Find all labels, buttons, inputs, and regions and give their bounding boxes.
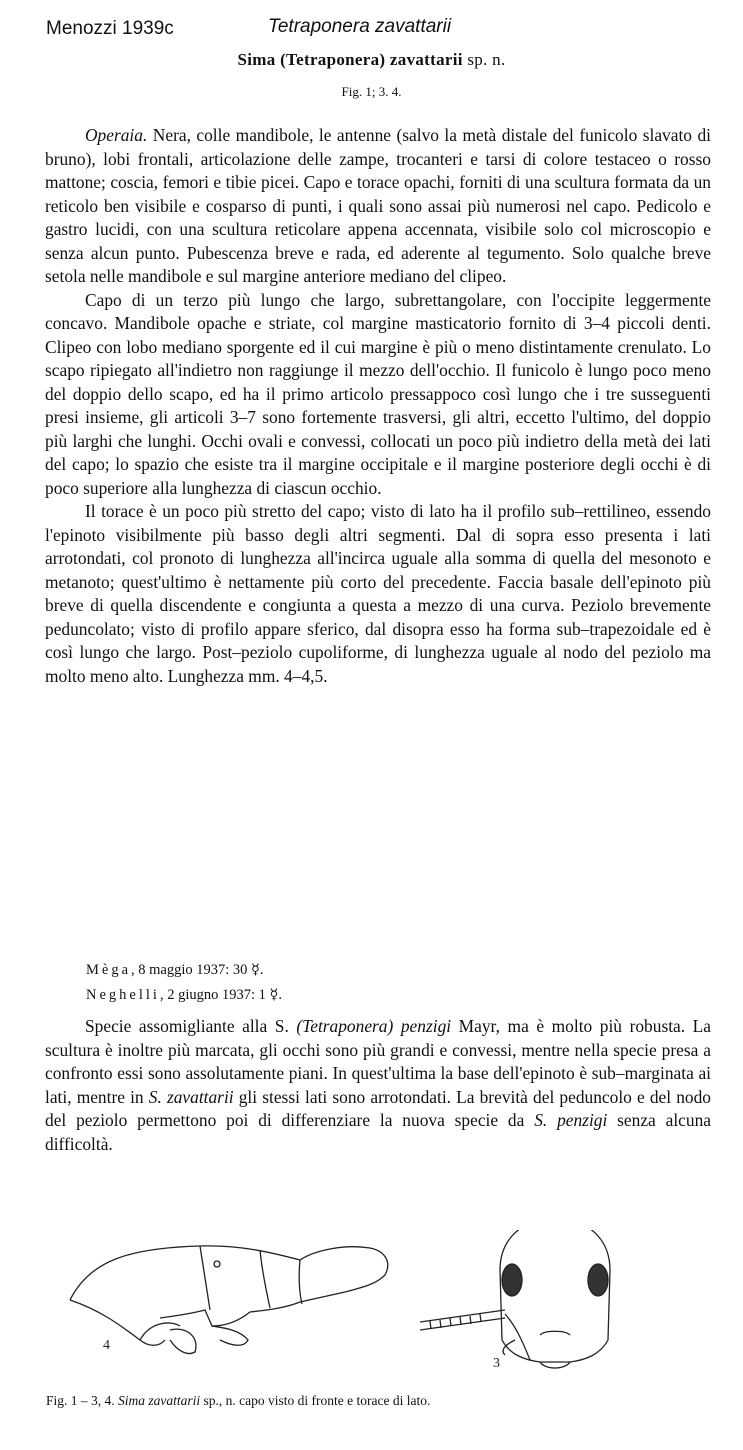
remarks-part: Specie assomigliante alla S. (85, 1016, 297, 1036)
paragraph-1 (45, 124, 711, 289)
title-subgenus: (Tetraponera) (280, 50, 386, 69)
caption-suffix: sp., n. capo visto di fronte e torace di lato. (200, 1393, 431, 1408)
caste-label: Operaia. (85, 125, 148, 145)
header-taxon: Tetraponera zavattarii (268, 16, 452, 37)
remarks-part: senza alcuna difficoltà. (45, 1110, 711, 1154)
locality-place: Neghelli (86, 987, 160, 1003)
header-citation: Menozzi 1939c (46, 18, 174, 39)
paragraph-1-text: Nera, colle mandibole, le antenne (salvo la metà distale del funicolo slavato di bruno), lobi frontali, articolazione delle zampe, trocanteri e tarsi di colore testaceo o rosso mattone; coscia, femori e tibie picei. Capo e torace opachi, forniti di una scultura formata da un reticolo ben visibile e cosparso di punti, i quali sono assai più numerosi nel capo. Pedicolo e gastro lucidi, con una scultura reticolare appena accennata, visibile solo col microscopio e senza alcun punto. Pubescenza breve e rada, ed aderente al tegumento. Solo qualche breve setola nelle mandibole e sul margine anteriore mediano del clipeo. (45, 125, 711, 286)
remarks-italic: S. penzigi (534, 1110, 608, 1130)
remarks-italic: (Tetraponera) penzigi (296, 1016, 452, 1036)
figure-caption (46, 1393, 430, 1409)
figure-4-label: 4 (103, 1338, 110, 1353)
paragraph-2: Capo di un terzo più lungo che largo, subrettangolare, con l'occipite leggermente concavo. Mandibole opache e striate, col margine masticatorio fornito di 3–4 piccoli denti. Clipeo con lobo mediano sporgente ed il cui margine è più o meno distintamente crenulato. Lo scapo ripiegato all'indietro non raggiunge il mezzo dell'occhio. Il funicolo è lungo poco meno del doppio dello scapo, ed ha il primo articolo pressappoco così lungo che i tre susseguenti presi insieme, gli articoli 3–7 sono fortemente trasversi, gli altri, eccetto l'ultimo, del doppio più larghi che lunghi. Occhi ovali e convessi, collocati un poco più indietro della metà dei lati del capo; lo spazio che esiste tra il margine occipitale e il margine posteriore degli occhi è di poco superiore alla lunghezza di ciascun occhio. (45, 289, 711, 498)
remarks-part: gli stessi lati sono arrotondati. La brevità del peduncolo e del nodo del peziolo permettono poi di differenziare la nuova specie da (45, 1086, 711, 1130)
remarks-text (45, 1015, 711, 1156)
description-text (45, 124, 711, 688)
remarks-paragraph (45, 1015, 711, 1156)
material-examined (86, 958, 282, 1008)
paragraph-3: Il torace è un poco più stretto del capo; visto di lato ha il profilo sub–rettilineo, essendo l'epinoto visibilmente più basso degli altri segmenti. Dal di sopra esso presenta i lati arrotondati, col pronoto di lunghezza all'incirca uguale alla somma di quella del mesonoto e metanoto; quest'ultimo è nettamente più corto del precedente. Faccia basale dell'epinoto più breve di quella discendente e congiunta a questa a mezzo di una curva. Peziolo brevemente peduncolato; visto di profilo appare sferico, dal disopra esso ha forma sub–trapezoidale ed è così lungo che largo. Post–peziolo cupoliforme, di lunghezza uguale al nodo del peziolo ma molto meno alto. Lunghezza mm. 4–4,5. (45, 501, 711, 686)
title-genus: Sima (237, 50, 276, 69)
title-species: zavattarii (389, 50, 463, 69)
locality-line (86, 958, 282, 983)
caption-prefix: Fig. 1 – 3, 4. (46, 1393, 119, 1408)
remarks-part: Mayr, ma è molto più robusta. La scultura è inoltre più marcata, gli occhi sono più grandi e convessi, mentre nella specie presa a confronto essi sono assolutamente piani. In quest'ultima la base dell'epinoto è sub–marginata ai lati, mentre in (45, 1016, 712, 1107)
figure-reference: Fig. 1; 3. 4. (341, 84, 402, 99)
head-frontal-drawing (420, 1230, 610, 1368)
figure-3-label: 3 (493, 1356, 500, 1371)
caption-taxon: Sima zavattarii (118, 1393, 201, 1408)
locality-line (86, 983, 282, 1008)
page-title (0, 50, 743, 70)
remarks-italic: S. zavattarii (148, 1086, 234, 1107)
locality-details: , 2 giugno 1937: 1 ☿. (159, 987, 283, 1003)
title-status: sp. n. (467, 50, 506, 69)
figure-drawings (0, 1230, 743, 1380)
locality-place: Mèga (86, 962, 132, 978)
locality-details: , 8 maggio 1937: 30 ☿. (131, 962, 264, 978)
thorax-lateral-drawing (70, 1246, 388, 1354)
